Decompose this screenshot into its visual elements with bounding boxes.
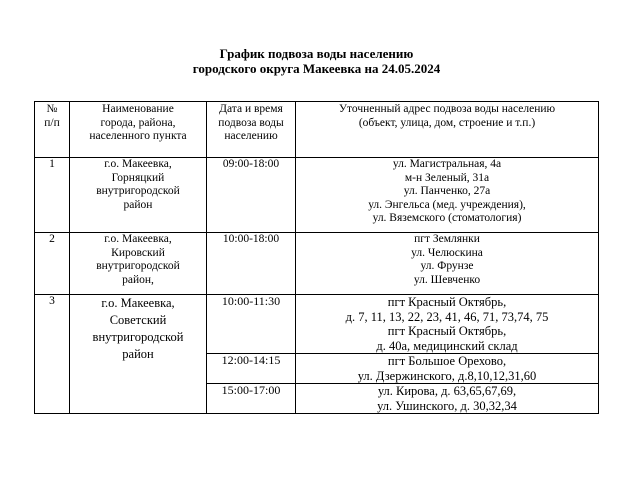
row-place: г.о. Макеевка, Кировский внутригородской район,	[70, 233, 207, 295]
table-row	[35, 158, 599, 233]
row-address: пгт Землянки ул. Челюскина ул. Фрунзе ул. Шевченко	[296, 233, 599, 295]
header-num: № п/п	[35, 102, 70, 158]
header-time: Дата и время подвоза воды населению	[207, 102, 296, 158]
row-address: пгт Красный Октябрь, д. 7, 11, 13, 22, 23, 41, 46, 71, 73,74, 75 пгт Красный Октябрь, д. 40а, медицинский склад	[296, 295, 599, 354]
row-number: 3	[35, 295, 70, 414]
row-address: пгт Большое Орехово, ул. Дзержинского, д.8,10,12,31,60	[296, 354, 599, 384]
row-place: г.о. Макеевка, Горняцкий внутригородской район	[70, 158, 207, 233]
row-number: 2	[35, 233, 70, 295]
row-address: ул. Кирова, д. 63,65,67,69, ул. Ушинского, д. 30,32,34	[296, 384, 599, 414]
row-time: 15:00-17:00	[207, 384, 296, 414]
document-title	[0, 46, 633, 76]
row-time: 12:00-14:15	[207, 354, 296, 384]
water-delivery-schedule-table	[34, 101, 599, 414]
table-header-row	[35, 102, 599, 158]
row-address: ул. Магистральная, 4а м-н Зеленый, 31а ул. Панченко, 27а ул. Энгельса (мед. учреждения), ул. Вяземского (стоматология)	[296, 158, 599, 233]
table-row	[35, 295, 599, 354]
row-time: 10:00-11:30	[207, 295, 296, 354]
table-row	[35, 233, 599, 295]
row-time: 09:00-18:00	[207, 158, 296, 233]
header-place: Наименование города, района, населенного пункта	[70, 102, 207, 158]
row-place: г.о. Макеевка, Советский внутригородской район	[70, 295, 207, 414]
row-number: 1	[35, 158, 70, 233]
row-time: 10:00-18:00	[207, 233, 296, 295]
title-line-2: городского округа Макеевка на 24.05.2024	[192, 61, 441, 76]
header-address: Уточненный адрес подвоза воды населению (объект, улица, дом, строение и т.п.)	[296, 102, 599, 158]
title-line-1: График подвоза воды населению	[219, 46, 414, 61]
